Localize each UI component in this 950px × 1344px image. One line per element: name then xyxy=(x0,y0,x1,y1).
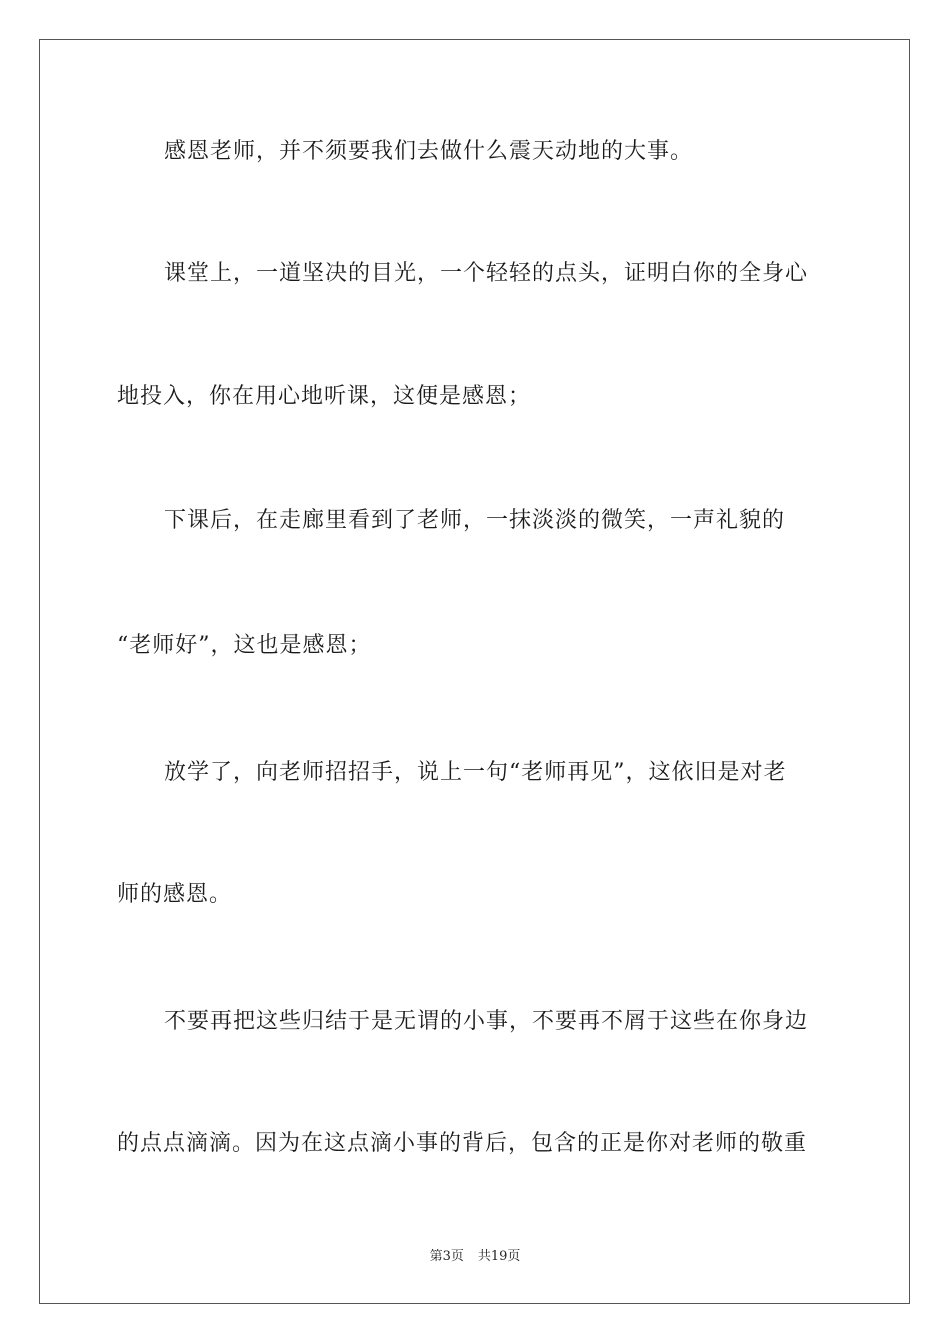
page-footer xyxy=(0,1248,950,1266)
paragraph-line: 课堂上，一道坚决的目光，一个轻轻的点头，证明白你的全身心 xyxy=(164,261,809,286)
paragraph-line: “老师好”，这也是感恩； xyxy=(117,633,372,658)
paragraph-line: 下课后，在走廊里看到了老师，一抹淡淡的微笑，一声礼貌的 xyxy=(164,508,786,533)
paragraph-line: 的点点滴滴。因为在这点滴小事的背后，包含的正是你对老师的敬重 xyxy=(117,1131,808,1156)
paragraph-line: 师的感恩。 xyxy=(117,882,233,907)
page-total: 共19页 xyxy=(477,1249,521,1264)
page-number: 第3页 xyxy=(429,1249,464,1264)
paragraph-line: 地投入，你在用心地听课，这便是感恩； xyxy=(117,384,532,409)
paragraph-line: 不要再把这些归结于是无谓的小事，不要再不屑于这些在你身边 xyxy=(164,1009,809,1034)
page-border xyxy=(39,39,910,1304)
paragraph-line: 感恩老师，并不须要我们去做什么震天动地的大事。 xyxy=(164,139,694,164)
paragraph-line: 放学了，向老师招招手，说上一句“老师再见”，这依旧是对老 xyxy=(164,760,787,785)
